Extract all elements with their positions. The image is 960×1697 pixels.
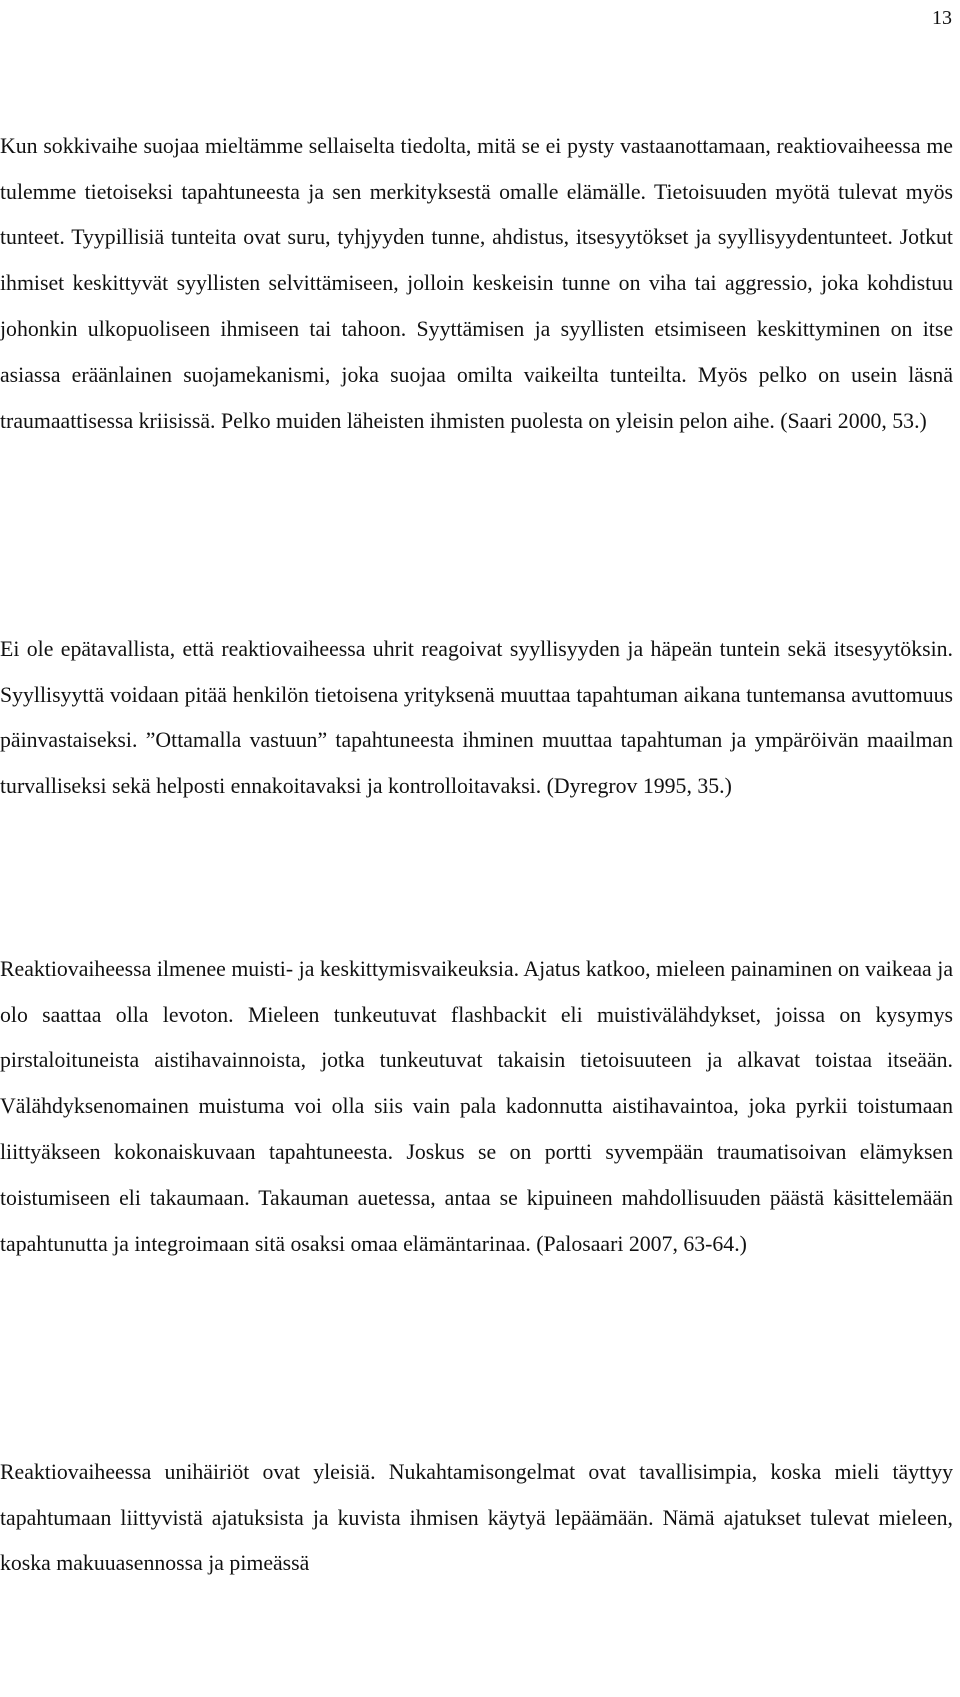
page-number: 13 bbox=[932, 7, 952, 29]
paragraph-guilt-and-shame: Ei ole epätavallista, että reaktiovaiheessa uhrit reagoivat syyllisyyden ja häpeän tuntein sekä itsesyytöksin. Syyllisyyttä voidaan pitää henkilön tietoisena yrityksenä muuttaa tapahtuman aikana tuntemansa avuttomuus päinvastaiseksi. ”Ottamalla vastuun” tapahtuneesta ihminen muuttaa tapahtuman ja ympäröivän maailman turvalliseksi sekä helposti ennakoitavaksi ja kontrolloitavaksi. (Dyregrov 1995, 35.) bbox=[0, 636, 953, 799]
paragraph-shock-and-reaction: Kun sokkivaihe suojaa mieltämme sellaiselta tiedolta, mitä se ei pysty vastaanottamaan, reaktiovaiheessa me tulemme tietoiseksi tapahtuneesta ja sen merkityksestä omalle elämälle. Tietoisuuden myötä tulevat myös tunteet. Tyypillisiä tunteita ovat suru, tyhjyyden tunne, ahdistus, itsesyytökset ja syyllisyydentunteet. Jotkut ihmiset keskittyvät syyllisten selvittämiseen, jolloin keskeisin tunne on viha tai aggressio, joka kohdistuu johonkin ulkopuoliseen ihmiseen tai tahoon. Syyttämisen ja syyllisten etsimiseen keskittyminen on itse asiassa eräänlainen suojamekanismi, joka suojaa omilta vaikeilta tunteilta. Myös pelko on usein läsnä traumaattisessa kriisissä. Pelko muiden läheisten ihmisten puolesta on yleisin pelon aihe. (Saari 2000, 53.) bbox=[0, 133, 953, 433]
paragraph-sleep-disturbances: Reaktiovaiheessa unihäiriöt ovat yleisiä. Nukahtamisongelmat ovat tavallisimpia, koska mieli täyttyy tapahtumaan liittyvistä ajatuksista ja kuvista ihmisen käytyä lepäämään. Nämä ajatukset tulevat mieleen, koska makuuasennossa ja pimeässä bbox=[0, 1459, 953, 1576]
paragraph-memory-and-flashbacks: Reaktiovaiheessa ilmenee muisti- ja keskittymisvaikeuksia. Ajatus katkoo, mieleen painaminen on vaikeaa ja olo saattaa olla levoton. Mieleen tunkeutuvat flashbackit eli muistivälähdykset, joissa on kysymys pirstaloituneista aistihavainnoista, jotka tunkeutuvat takaisin tietoisuuteen ja alkavat toistaa itseään. Välähdyksenomainen muistuma voi olla siis vain pala kadonnutta aistihavaintoa, joka pyrkii toistumaan liittyäkseen kokonaiskuvaan tapahtuneesta. Joskus se on portti syvempään traumatisoivan elämyksen toistumiseen eli takaumaan. Takauman auetessa, antaa se kipuineen mahdollisuuden päästä käsittelemään tapahtunutta ja integroimaan sitä osaksi omaa elämäntarinaa. (Palosaari 2007, 63-64.) bbox=[0, 956, 953, 1256]
